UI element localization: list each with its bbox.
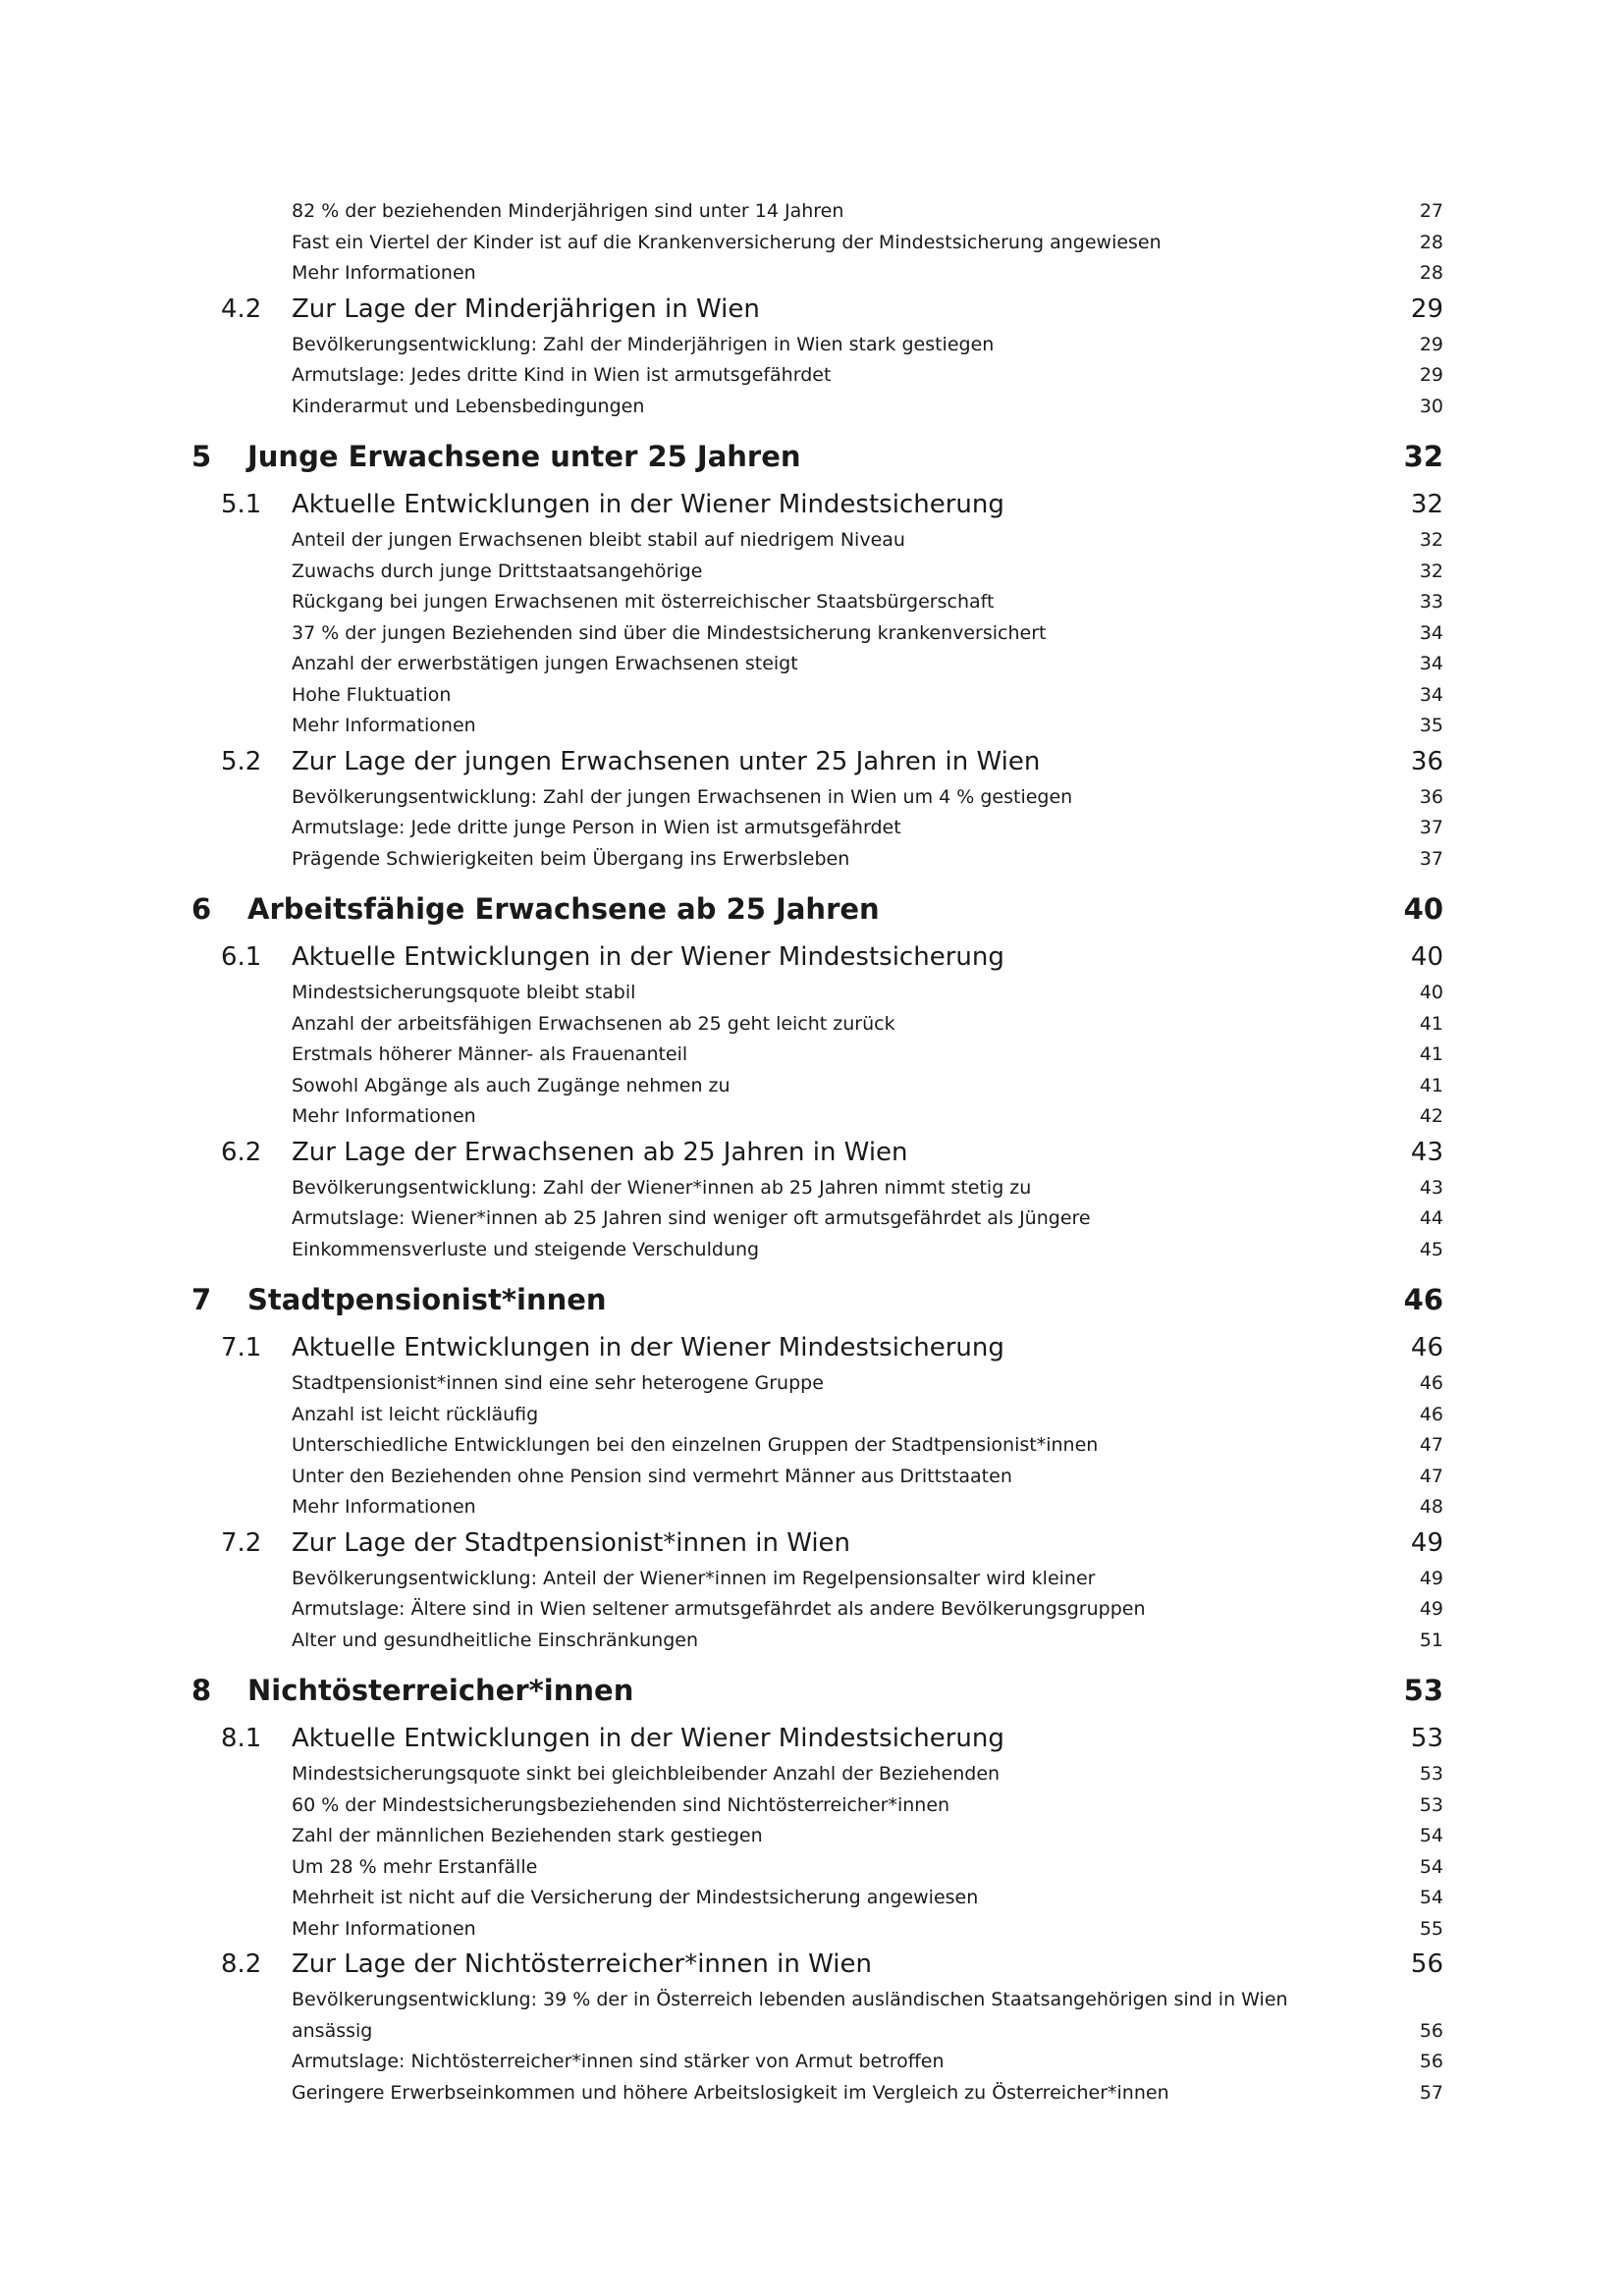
toc-subentry[interactable] xyxy=(191,1821,1443,1852)
dot-leader xyxy=(904,815,1413,833)
toc-page-number: 40 xyxy=(1419,982,1443,1003)
toc-subentry[interactable] xyxy=(191,618,1443,650)
toc-subentry[interactable] xyxy=(191,1462,1443,1493)
dot-leader xyxy=(636,1672,1400,1700)
dot-leader xyxy=(1098,1566,1413,1584)
toc-subentry-title: Bevölkerungsentwicklung: Zahl der jungen Erwachsenen in Wien um 4 % gestiegen xyxy=(292,785,1073,808)
toc-subentry[interactable] xyxy=(191,1430,1443,1462)
toc-subentry[interactable] xyxy=(191,1626,1443,1657)
dot-leader xyxy=(1094,1205,1413,1224)
toc-subentry-title: Mehr Informationen xyxy=(292,1496,476,1518)
toc-page-number: 53 xyxy=(1410,1724,1443,1753)
toc-subentry[interactable] xyxy=(191,525,1443,557)
toc-section-title: Zur Lage der Nichtösterreicher*innen in Wien xyxy=(292,1949,872,1979)
toc-section-5-1[interactable] xyxy=(191,485,1443,525)
toc-page-number: 30 xyxy=(1419,395,1443,417)
toc-page-number: 28 xyxy=(1419,231,1443,253)
dot-leader xyxy=(1172,2080,1413,2099)
toc-subentry-title: Armutslage: Ältere sind in Wien seltener armutsgefährdet als andere Bevölkerungsgruppen xyxy=(292,1598,1146,1620)
dot-leader xyxy=(1034,1175,1413,1194)
toc-page-number: 34 xyxy=(1419,653,1443,674)
toc-section-title: Aktuelle Entwicklungen in der Wiener Mindestsicherung xyxy=(292,942,1004,972)
dot-leader xyxy=(1007,939,1408,965)
dot-leader xyxy=(733,1073,1413,1092)
toc-subentry[interactable] xyxy=(191,1203,1443,1235)
toc-subentry-title: Mehr Informationen xyxy=(292,1917,476,1940)
toc-subentry[interactable] xyxy=(191,1790,1443,1822)
toc-subentry-title: Armutslage: Wiener*innen ab 25 Jahren sind weniger oft armutsgefährdet als Jüngere xyxy=(292,1207,1091,1229)
toc-chapter-number: 6 xyxy=(191,892,212,926)
dot-leader xyxy=(853,1525,1408,1551)
toc-section-number: 5.1 xyxy=(221,490,262,519)
toc-subentry-title: Mehr Informationen xyxy=(292,715,476,736)
toc-page-number: 49 xyxy=(1419,1567,1443,1589)
toc-subentry-title: 60 % der Mindestsicherungsbeziehenden sind Nichtösterreicher*innen xyxy=(292,1793,950,1816)
toc-section-number: 6.2 xyxy=(221,1137,262,1167)
toc-page-number: 53 xyxy=(1419,1793,1443,1816)
toc-chapter-8[interactable] xyxy=(191,1662,1443,1719)
toc-section-title: Zur Lage der Minderjährigen in Wien xyxy=(292,294,760,324)
toc-page-number: 49 xyxy=(1419,1598,1443,1620)
toc-section-8-1[interactable] xyxy=(191,1719,1443,1759)
toc-subentry[interactable] xyxy=(191,1040,1443,1071)
toc-page-number: 54 xyxy=(1419,1887,1443,1908)
toc-section-6-1[interactable] xyxy=(191,937,1443,978)
toc-page-number: 34 xyxy=(1419,621,1443,644)
dot-leader xyxy=(952,1792,1413,1811)
toc-page-number: 51 xyxy=(1419,1629,1443,1651)
toc-page-number: 56 xyxy=(1410,1949,1443,1979)
toc-page-number: 41 xyxy=(1419,1074,1443,1096)
toc-subentry[interactable] xyxy=(191,1101,1443,1133)
toc-subentry-title: 37 % der jungen Beziehenden sind über die Mindestsicherung krankenversichert xyxy=(292,621,1047,644)
dot-leader xyxy=(1007,1721,1408,1746)
dot-leader xyxy=(610,1281,1401,1309)
dot-leader xyxy=(997,589,1413,608)
toc-subentry[interactable] xyxy=(191,1759,1443,1790)
toc-subentry-title: Anzahl der erwerbstätigen jungen Erwachsenen steigt xyxy=(292,653,798,674)
toc-page-number: 47 xyxy=(1419,1434,1443,1456)
toc-chapter-number: 8 xyxy=(191,1674,212,1707)
table-of-contents xyxy=(191,196,1443,2109)
toc-subentry-title: Mehrheit ist nicht auf die Versicherung der Mindestsicherung angewiesen xyxy=(292,1887,979,1908)
toc-page-number: 46 xyxy=(1410,1333,1443,1362)
toc-subentry-title: Armutslage: Nichtösterreicher*innen sind stärker von Armut betroffen xyxy=(292,2051,945,2072)
toc-subentry-title: Unterschiedliche Entwicklungen bei den einzelnen Gruppen der Stadtpensionist*innen xyxy=(292,1434,1099,1456)
toc-chapter-number: 7 xyxy=(191,1283,212,1316)
toc-section-number: 7.2 xyxy=(221,1527,262,1558)
toc-page-number: 46 xyxy=(1419,1372,1443,1394)
toc-subentry[interactable] xyxy=(191,1368,1443,1400)
toc-subentry[interactable] xyxy=(191,680,1443,712)
dot-leader xyxy=(883,890,1401,919)
dot-leader xyxy=(701,1628,1413,1646)
dot-leader xyxy=(1007,1330,1408,1356)
toc-section-title: Aktuelle Entwicklungen in der Wiener Mindestsicherung xyxy=(292,1724,1004,1753)
toc-section-title: Zur Lage der Erwachsenen ab 25 Jahren in Wien xyxy=(292,1137,908,1167)
toc-subentry-title: Anzahl der arbeitsfähigen Erwachsenen ab 25 geht leicht zurück xyxy=(292,1012,895,1035)
toc-subentry-title: Armutslage: Jedes dritte Kind in Wien ist armutsgefährdet xyxy=(292,364,832,386)
dot-leader xyxy=(846,198,1413,217)
dot-leader xyxy=(1050,620,1414,639)
toc-subentry-title: Anzahl ist leicht rückläufig xyxy=(292,1403,539,1425)
toc-page-number: 41 xyxy=(1419,1043,1443,1065)
toc-section-number: 4.2 xyxy=(221,294,262,324)
toc-page-number: 53 xyxy=(1419,1763,1443,1785)
toc-section-6-2[interactable] xyxy=(191,1133,1443,1173)
dot-leader xyxy=(898,1011,1413,1030)
dot-leader xyxy=(766,1823,1413,1842)
toc-page-number: 40 xyxy=(1403,892,1443,926)
toc-page-number: 32 xyxy=(1419,529,1443,551)
toc-section-number: 7.1 xyxy=(221,1333,262,1362)
toc-subentry-title: Um 28 % mehr Erstanfälle xyxy=(292,1855,538,1878)
toc-page-number: 42 xyxy=(1419,1105,1443,1127)
dot-leader xyxy=(801,651,1413,669)
toc-subentry-title: Geringere Erwerbseinkommen und höhere Arbeitslosigkeit im Vergleich zu Österreicher*innen xyxy=(292,2081,1169,2104)
dot-leader xyxy=(908,527,1413,546)
toc-subentry-title: Bevölkerungsentwicklung: Zahl der Wiener*innen ab 25 Jahren nimmt stetig zu xyxy=(292,1176,1032,1199)
toc-page-number: 54 xyxy=(1419,1825,1443,1846)
toc-subentry-title-line2: ansässig xyxy=(292,2019,373,2042)
dot-leader xyxy=(1043,744,1408,770)
dot-leader xyxy=(875,1947,1408,1972)
toc-subentry[interactable] xyxy=(191,228,1443,259)
toc-page-number: 41 xyxy=(1419,1012,1443,1035)
toc-subentry-title: Einkommensverluste und steigende Verschuldung xyxy=(292,1238,760,1260)
toc-page-number: 56 xyxy=(1419,2051,1443,2072)
toc-subentry[interactable] xyxy=(191,1914,1443,1946)
toc-subentry-title: Fast ein Viertel der Kinder ist auf die Krankenversicherung der Mindestsicherung angewiesen xyxy=(292,231,1162,253)
toc-subentry-title: Bevölkerungsentwicklung: Zahl der Minderjährigen in Wien stark gestiegen xyxy=(292,333,995,355)
toc-page-number: 32 xyxy=(1410,490,1443,519)
dot-leader xyxy=(947,2049,1413,2067)
dot-leader xyxy=(1149,1596,1413,1615)
toc-subentry[interactable] xyxy=(191,813,1443,844)
toc-subentry-title: 82 % der beziehenden Minderjährigen sind unter 14 Jahren xyxy=(292,200,844,222)
toc-chapter-title: Arbeitsfähige Erwachsene ab 25 Jahren xyxy=(247,892,880,926)
toc-subentry-title: Bevölkerungsentwicklung: Anteil der Wiener*innen im Regelpensionsalter wird kleiner xyxy=(292,1567,1096,1589)
toc-subentry[interactable] xyxy=(191,1235,1443,1266)
dot-leader xyxy=(762,1237,1413,1255)
toc-section-4-2[interactable] xyxy=(191,290,1443,330)
toc-page-number: 46 xyxy=(1403,1283,1443,1316)
toc-section-number: 8.1 xyxy=(221,1724,262,1753)
dot-leader xyxy=(375,2026,1413,2037)
toc-subentry[interactable] xyxy=(191,1071,1443,1102)
toc-subentry-title: Rückgang bei jungen Erwachsenen mit österreichischer Staatsbürgerschaft xyxy=(292,591,995,613)
dot-leader xyxy=(479,713,1413,731)
toc-subentry-title-line1: Bevölkerungsentwicklung: 39 % der in Österreich lebenden ausländischen Staatsangehörigen sind in Wien xyxy=(292,1989,1288,2010)
toc-subentry-title: Erstmals höherer Männer- als Frauenanteil xyxy=(292,1043,688,1065)
dot-leader xyxy=(1002,1761,1413,1780)
toc-subentry[interactable] xyxy=(191,2078,1443,2109)
toc-subentry-title: Zahl der männlichen Beziehenden stark gestiegen xyxy=(292,1825,763,1846)
toc-chapter-title: Stadtpensionist*innen xyxy=(247,1283,607,1316)
toc-subentry[interactable] xyxy=(191,1009,1443,1041)
toc-subentry-title: Zuwachs durch junge Drittstaatsangehörige xyxy=(292,560,703,582)
toc-section-8-2[interactable] xyxy=(191,1945,1443,1985)
toc-subentry-title: Alter und gesundheitliche Einschränkungen xyxy=(292,1629,698,1651)
dot-leader xyxy=(911,1135,1408,1160)
toc-subentry[interactable] xyxy=(191,978,1443,1009)
toc-subentry[interactable] xyxy=(191,330,1443,361)
toc-subentry-title: Mindestsicherungsquote sinkt bei gleichbleibender Anzahl der Beziehenden xyxy=(292,1763,1001,1785)
dot-leader xyxy=(981,1885,1413,1903)
toc-page-number: 47 xyxy=(1419,1465,1443,1487)
toc-chapter-title: Junge Erwachsene unter 25 Jahren xyxy=(247,440,801,473)
dot-leader xyxy=(827,1370,1413,1389)
toc-subentry[interactable] xyxy=(191,557,1443,588)
toc-subentry[interactable] xyxy=(191,1400,1443,1431)
toc-page-number: 34 xyxy=(1419,683,1443,706)
toc-page-number: 37 xyxy=(1419,817,1443,838)
toc-page-number: 28 xyxy=(1419,262,1443,284)
toc-chapter-number: 5 xyxy=(191,440,212,473)
toc-page-number: 56 xyxy=(1419,2019,1443,2042)
toc-page-number: 44 xyxy=(1419,1207,1443,1229)
toc-chapter-6[interactable] xyxy=(191,881,1443,937)
toc-subentry-title: Mehr Informationen xyxy=(292,262,476,284)
toc-page-number: 57 xyxy=(1419,2081,1443,2104)
toc-section-title: Aktuelle Entwicklungen in der Wiener Mindestsicherung xyxy=(292,1333,1004,1362)
toc-subentry-title: Kinderarmut und Lebensbedingungen xyxy=(292,395,645,417)
dot-leader xyxy=(479,1103,1413,1122)
toc-page-number: 36 xyxy=(1419,785,1443,808)
toc-subentry[interactable] xyxy=(191,1173,1443,1204)
toc-subentry[interactable] xyxy=(191,258,1443,290)
toc-page-number: 43 xyxy=(1419,1176,1443,1199)
toc-section-number: 6.1 xyxy=(221,942,262,972)
dot-leader xyxy=(647,394,1413,412)
dot-leader xyxy=(852,846,1413,865)
dot-leader xyxy=(454,682,1413,701)
toc-chapter-5[interactable] xyxy=(191,428,1443,485)
dot-leader xyxy=(540,1854,1413,1873)
toc-chapter-title: Nichtösterreicher*innen xyxy=(247,1674,634,1707)
toc-page-number: 53 xyxy=(1403,1674,1443,1707)
toc-subentry-title: Unter den Beziehenden ohne Pension sind vermehrt Männer aus Drittstaaten xyxy=(292,1465,1012,1487)
toc-section-number: 8.2 xyxy=(221,1949,262,1979)
toc-page-number: 36 xyxy=(1410,746,1443,776)
toc-subentry-title: Sowohl Abgänge als auch Zugänge nehmen zu xyxy=(292,1074,731,1096)
toc-subentry[interactable] xyxy=(191,1883,1443,1914)
dot-leader xyxy=(997,332,1413,350)
toc-subentry-wrapped[interactable] xyxy=(191,1985,1443,2047)
dot-leader xyxy=(804,438,1401,466)
toc-page-number: 27 xyxy=(1419,200,1443,222)
dot-leader xyxy=(1101,1432,1413,1451)
toc-subentry[interactable] xyxy=(191,1594,1443,1626)
toc-subentry-title: Prägende Schwierigkeiten beim Übergang ins Erwerbsleben xyxy=(292,847,850,870)
toc-page-number: 40 xyxy=(1410,942,1443,972)
toc-subentry[interactable] xyxy=(191,587,1443,618)
toc-subentry[interactable] xyxy=(191,2047,1443,2078)
dot-leader xyxy=(705,559,1413,577)
dot-leader xyxy=(541,1402,1413,1420)
toc-subentry-title: Mehr Informationen xyxy=(292,1105,476,1127)
toc-page-number: 33 xyxy=(1419,591,1443,613)
toc-subentry[interactable] xyxy=(191,1564,1443,1595)
dot-leader xyxy=(834,362,1413,381)
toc-page-number: 35 xyxy=(1419,715,1443,736)
toc-section-7-2[interactable] xyxy=(191,1523,1443,1564)
toc-subentry-title: Armutslage: Jede dritte junge Person in Wien ist armutsgefährdet xyxy=(292,817,901,838)
toc-page-number: 29 xyxy=(1419,364,1443,386)
toc-subentry[interactable] xyxy=(191,196,1443,228)
toc-section-7-1[interactable] xyxy=(191,1328,1443,1368)
toc-page-number: 43 xyxy=(1410,1137,1443,1167)
toc-chapter-7[interactable] xyxy=(191,1271,1443,1328)
toc-page-number: 54 xyxy=(1419,1855,1443,1878)
dot-leader xyxy=(1075,784,1413,803)
toc-page-number: 46 xyxy=(1419,1403,1443,1425)
toc-subentry[interactable] xyxy=(191,360,1443,392)
dot-leader xyxy=(690,1041,1413,1060)
toc-page-number: 48 xyxy=(1419,1496,1443,1518)
toc-subentry[interactable] xyxy=(191,711,1443,742)
toc-subentry[interactable] xyxy=(191,392,1443,423)
dot-leader xyxy=(479,1916,1413,1935)
dot-leader xyxy=(638,980,1413,998)
toc-section-title: Zur Lage der jungen Erwachsenen unter 25 Jahren in Wien xyxy=(292,746,1041,776)
toc-page-number: 37 xyxy=(1419,847,1443,870)
dot-leader xyxy=(479,1494,1413,1513)
toc-subentry-title: Mindestsicherungsquote bleibt stabil xyxy=(292,982,636,1003)
toc-subentry-title: Anteil der jungen Erwachsenen bleibt stabil auf niedrigem Niveau xyxy=(292,529,905,551)
toc-section-5-2[interactable] xyxy=(191,742,1443,782)
toc-page-number: 32 xyxy=(1403,440,1443,473)
toc-page-number: 29 xyxy=(1419,333,1443,355)
toc-page-number: 45 xyxy=(1419,1238,1443,1260)
dot-leader xyxy=(479,260,1413,279)
toc-subentry-title: Stadtpensionist*innen sind eine sehr heterogene Gruppe xyxy=(292,1372,824,1394)
toc-subentry[interactable] xyxy=(191,1492,1443,1523)
toc-page-number: 29 xyxy=(1410,294,1443,324)
toc-page-number: 55 xyxy=(1419,1917,1443,1940)
toc-subentry[interactable] xyxy=(191,1852,1443,1884)
toc-subentry[interactable] xyxy=(191,782,1443,814)
toc-section-number: 5.2 xyxy=(221,746,262,776)
toc-page-number: 49 xyxy=(1410,1527,1443,1558)
dot-leader xyxy=(1164,230,1413,248)
toc-page-number: 32 xyxy=(1419,560,1443,582)
toc-subentry-title: Hohe Fluktuation xyxy=(292,683,452,706)
dot-leader xyxy=(763,292,1408,317)
toc-section-title: Aktuelle Entwicklungen in der Wiener Mindestsicherung xyxy=(292,490,1004,519)
dot-leader xyxy=(1007,487,1408,512)
toc-section-title: Zur Lage der Stadtpensionist*innen in Wien xyxy=(292,1527,851,1558)
dot-leader xyxy=(1015,1464,1413,1482)
toc-subentry[interactable] xyxy=(191,844,1443,876)
toc-subentry[interactable] xyxy=(191,649,1443,680)
